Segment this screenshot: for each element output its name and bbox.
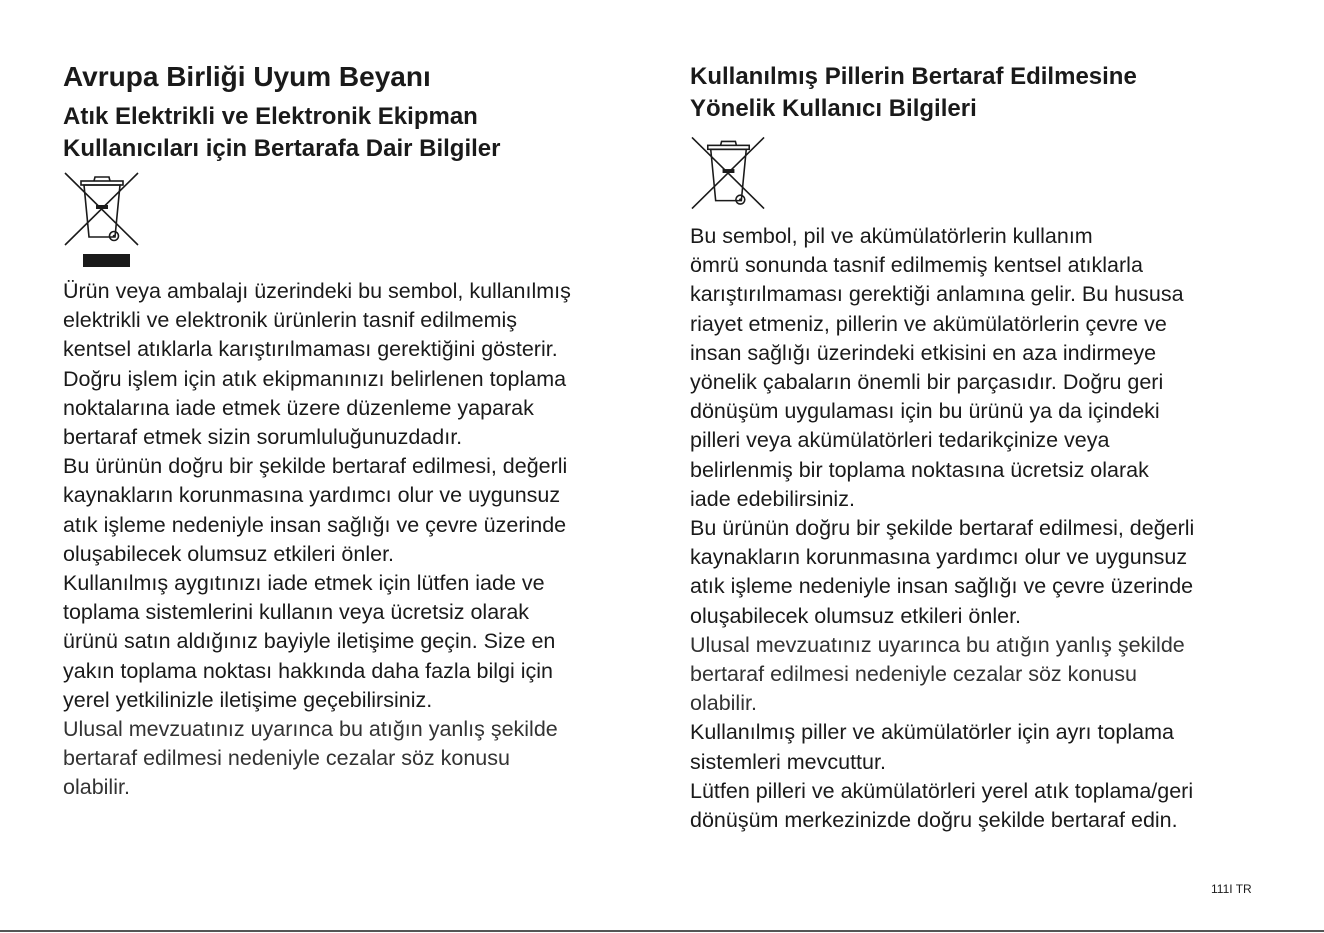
- body-line: bertaraf etmek sizin sorumluluğunuzdadır.: [63, 425, 463, 450]
- body-line: yönelik çabaların önemli bir parçasıdır. Doğru geri: [690, 370, 1164, 395]
- battery-subtitle-line: Yönelik Kullanıcı Bilgileri: [690, 95, 977, 122]
- body-line: karıştırılmaması gerektiği anlamına gelir. Bu hususa: [690, 282, 1184, 307]
- body-line: oluşabilecek olumsuz etkileri önler.: [63, 541, 395, 566]
- body-line: Ulusal mevzuatınız uyarınca bu atığın yanlış şekilde: [690, 632, 1185, 657]
- body-line: dönüşüm merkezinizde doğru şekilde bertaraf edin.: [690, 808, 1178, 833]
- body-line: atık işleme nedeniyle insan sağlığı ve çevre üzerinde: [690, 574, 1194, 599]
- body-line: olabilir.: [690, 691, 757, 716]
- bottom-divider: [0, 930, 1324, 932]
- weee-body-text: [63, 277, 648, 803]
- page-number: 111I TR: [1211, 882, 1252, 896]
- body-line: elektrikli ve elektronik ürünlerin tasnif edilmemiş: [63, 308, 518, 333]
- body-line: insan sağlığı üzerindeki etkisini en aza indirmeye: [690, 340, 1157, 365]
- weee-subtitle-line: Kullanıcıları için Bertarafa Dair Bilgiler: [63, 135, 501, 162]
- body-line: ömrü sonunda tasnif edilmemiş kentsel atıklarla: [690, 253, 1143, 278]
- body-line: oluşabilecek olumsuz etkileri önler.: [690, 603, 1022, 628]
- body-line: Kullanılmış piller ve akümülatörler için ayrı toplama: [690, 720, 1174, 745]
- body-line: yakın toplama noktası hakkında daha fazla bilgi için: [63, 658, 554, 683]
- body-line: kaynakların korunmasına yardımcı olur ve uygunsuz: [690, 545, 1188, 570]
- battery-body-text: [690, 222, 1290, 835]
- body-line: Ulusal mevzuatınız uyarınca bu atığın yanlış şekilde: [63, 717, 558, 742]
- body-line: yerel yetkilinizle iletişime geçebilirsiniz.: [63, 687, 433, 712]
- body-line: atık işleme nedeniyle insan sağlığı ve çevre üzerinde: [63, 512, 567, 537]
- battery-subtitle: [690, 61, 1137, 125]
- body-line: Doğru işlem için atık ekipmanınızı belirlenen toplama: [63, 366, 567, 391]
- body-line: bertaraf edilmesi nedeniyle cezalar söz konusu: [690, 662, 1137, 687]
- crossed-out-wheelie-bin-icon: [63, 171, 140, 247]
- body-line: Bu ürünün doğru bir şekilde bertaraf edilmesi, değerli: [690, 516, 1195, 541]
- body-line: toplama sistemlerini kullanın veya ücretsiz olarak: [63, 600, 530, 625]
- body-line: dönüşüm uygulaması için bu ürünü ya da içindeki: [690, 399, 1160, 424]
- body-line: Lütfen pilleri ve akümülatörleri yerel atık toplama/geri: [690, 778, 1194, 803]
- body-line: riayet etmeniz, pillerin ve akümülatörlerin çevre ve: [690, 311, 1167, 336]
- battery-subtitle-line: Kullanılmış Pillerin Bertaraf Edilmesine: [690, 63, 1137, 90]
- body-line: olabilir.: [63, 775, 130, 800]
- body-line: Bu ürünün doğru bir şekilde bertaraf edilmesi, değerli: [63, 454, 568, 479]
- body-line: pilleri veya akümülatörleri tedarikçinize veya: [690, 428, 1110, 453]
- body-line: ürünü satın aldığınız bayiyle iletişime geçin. Size en: [63, 629, 556, 654]
- crossed-out-wheelie-bin-icon: [690, 135, 766, 211]
- body-line: sistemleri mevcuttur.: [690, 749, 886, 774]
- body-line: belirlenmiş bir toplama noktasına ücretsiz olarak: [690, 457, 1149, 482]
- body-line: iade edebilirsiniz.: [690, 486, 855, 511]
- weee-subtitle-line: Atık Elektrikli ve Elektronik Ekipman: [63, 103, 478, 130]
- body-line: Ürün veya ambalajı üzerindeki bu sembol, kullanılmış: [63, 279, 571, 303]
- page-title: Avrupa Birliği Uyum Beyanı: [63, 61, 431, 92]
- body-line: Kullanılmış aygıtınızı iade etmek için lütfen iade ve: [63, 571, 545, 596]
- body-line: Bu sembol, pil ve akümülatörlerin kullanım: [690, 224, 1093, 248]
- weee-date-bar: [83, 254, 130, 267]
- weee-subtitle: [63, 101, 500, 165]
- body-line: bertaraf edilmesi nedeniyle cezalar söz konusu: [63, 746, 510, 771]
- body-line: noktalarına iade etmek üzere düzenleme yaparak: [63, 395, 534, 420]
- body-line: kaynakların korunmasına yardımcı olur ve uygunsuz: [63, 483, 561, 508]
- body-line: kentsel atıklarla karıştırılmaması gerektiğini gösterir.: [63, 337, 558, 362]
